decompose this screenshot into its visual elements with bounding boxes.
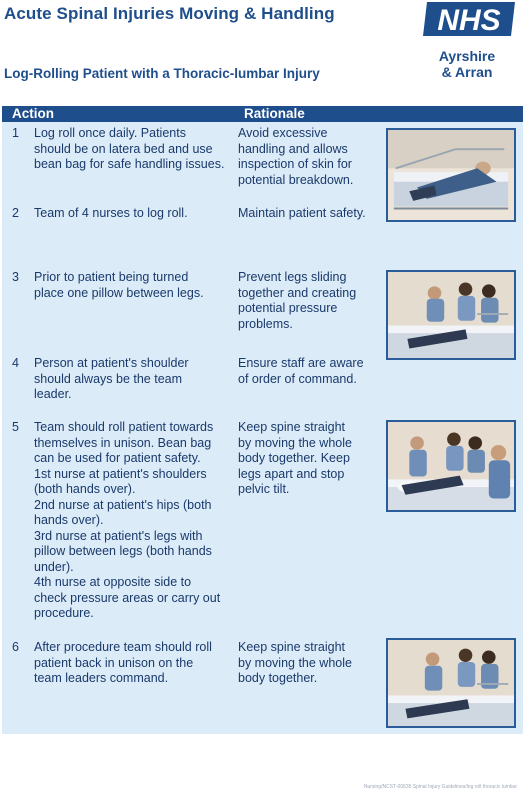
header-action: Action	[12, 106, 54, 121]
photo-patient-on-bed	[386, 128, 516, 222]
row-number: 5	[12, 420, 19, 434]
table-header	[2, 106, 523, 122]
row-rationale: Maintain patient safety.	[238, 206, 366, 220]
row-number: 6	[12, 640, 19, 654]
row-number: 1	[12, 126, 19, 140]
footer-reference: Nursing/NCST-00635 Spinal Injury Guidelines/log roll thoracic lumbar	[363, 784, 517, 790]
nhs-logo-text: NHS	[437, 4, 501, 36]
row-number: 3	[12, 270, 19, 284]
row-number: 2	[12, 206, 19, 220]
row-action: Prior to patient being turned place one pillow between legs.	[34, 270, 204, 300]
nhs-logo-box	[423, 2, 515, 36]
row-number: 4	[12, 356, 19, 370]
header-rationale: Rationale	[244, 106, 305, 121]
row-action: Team should roll patient towards themselves in unison. Bean bag can be used for patient safety. 1st nurse at patient's shoulders (both hands over). 2nd nurse at patient's hips (both hands over). 3rd nurse at patient's legs with pillow between legs (both hands under). 4th nurse at opposite side to check pressure areas or carry out procedure.	[34, 420, 221, 620]
row-action: Person at patient's shoulder should always be the team leader.	[34, 356, 189, 401]
photo-rolling-back	[386, 638, 516, 728]
row-rationale: Prevent legs sliding together and creating potential pressure problems.	[238, 270, 357, 331]
row-rationale: Ensure staff are aware of order of command.	[238, 356, 364, 386]
row-rationale: Keep spine straight by moving the whole body together. Keep legs apart and stop pelvic tilt.	[238, 420, 352, 496]
row-action: Team of 4 nurses to log roll.	[34, 206, 188, 220]
logo-line-2: & Arran	[441, 64, 493, 80]
row-rationale: Avoid excessive handling and allows inspection of skin for potential breakdown.	[238, 126, 354, 187]
row-action: After procedure team should roll patient back in unison on the team leaders command.	[34, 640, 212, 685]
document-subtitle: Log-Rolling Patient with a Thoracic-lumbar Injury	[4, 66, 320, 81]
photo-team-rolling	[386, 420, 516, 512]
nhs-logo	[417, 2, 517, 86]
table-body	[2, 122, 523, 734]
row-rationale: Keep spine straight by moving the whole body together.	[238, 640, 352, 685]
document-title: Acute Spinal Injuries Moving & Handling	[4, 4, 335, 23]
logo-line-1: Ayrshire	[438, 48, 496, 64]
row-action: Log roll once daily. Patients should be on latera bed and use bean bag for safe handling issues.	[34, 126, 225, 171]
photo-nurses-pillow	[386, 270, 516, 360]
